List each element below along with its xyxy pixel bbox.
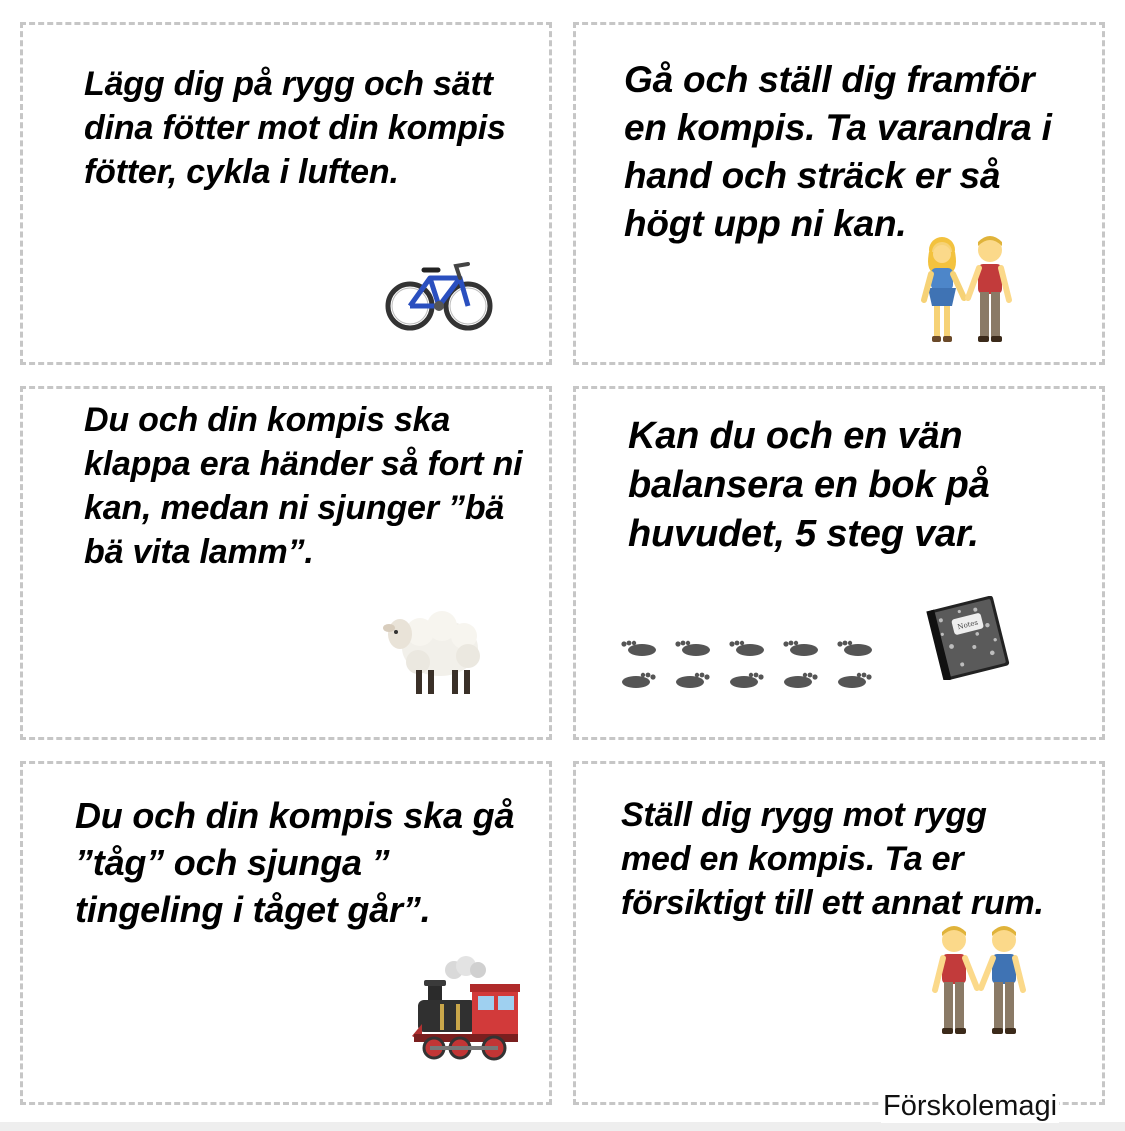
- brand-watermark: Förskolemagi: [883, 1090, 1058, 1122]
- notebook-icon: [920, 596, 1018, 680]
- card-text: Du och din kompis ska klappa era händer så fort ni kan, medan ni sjunger ”bä bä vita lamm”.: [84, 401, 523, 571]
- notebook-label: Notes: [956, 618, 979, 632]
- card-text: Lägg dig på rygg och sätt dina fötter mot din kompis fötter, cykla i luften.: [84, 65, 506, 191]
- couple-holding-hands-icon: [912, 232, 1022, 348]
- sheep-icon: [380, 604, 484, 698]
- steam-locomotive-icon: [410, 954, 524, 1062]
- bicycle-icon: [384, 258, 494, 334]
- page-bottom-strip: [0, 1122, 1125, 1131]
- two-men-holding-hands-icon: [924, 922, 1034, 1040]
- card-text: Du och din kompis ska gå ”tåg” och sjunga ” tingeling i tåget går”.: [75, 795, 515, 930]
- footprints-icon: [612, 636, 888, 698]
- card-text: Gå och ställ dig framför en kompis. Ta varandra i hand och sträck er så högt upp ni kan.: [624, 59, 1052, 244]
- card-text: Kan du och en vän balansera en bok på huvudet, 5 steg var.: [628, 415, 990, 555]
- card-text: Ställ dig rygg mot rygg med en kompis. Ta er försiktigt till ett annat rum.: [621, 796, 1044, 922]
